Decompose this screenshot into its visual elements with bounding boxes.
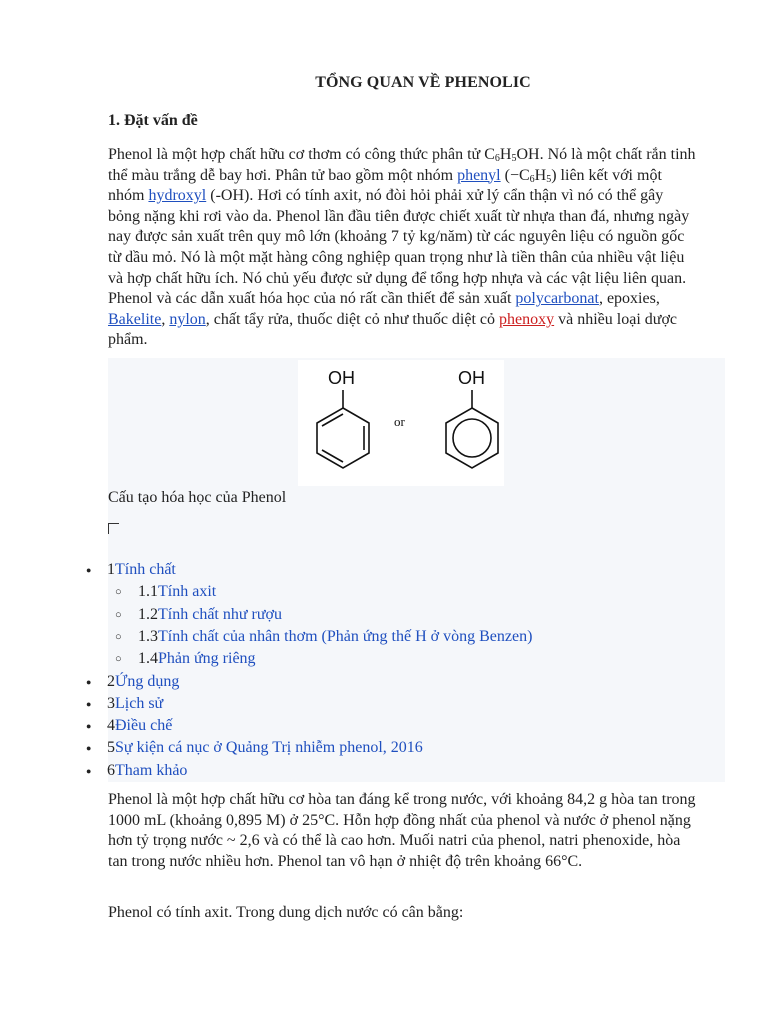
text-run: H bbox=[534, 166, 547, 184]
benzene-ring-kekule bbox=[317, 408, 369, 468]
aromatic-circle bbox=[453, 419, 491, 457]
phenol-structure-drawing bbox=[298, 360, 504, 486]
link-nylon[interactable]: nylon bbox=[169, 310, 206, 328]
text-run: H bbox=[499, 146, 512, 163]
disc-bullet-icon: ● bbox=[86, 698, 92, 709]
toc-number: 1 bbox=[107, 561, 115, 578]
solubility-paragraph: Phenol là một hợp chất hữu cơ hòa tan đáng kể trong nước, với khoảng 84,2 g hòa tan trong 1000 mL (khoảng 0,895 M) ở 25°C. Hỗn hợp đồng nhất của phenol và nước ở phenol nặng hơn tỷ trọng nước ~ 2,6 và có thể là cao hơn. Muối natri của phenol, natri phenoxide, hòa tan trong nước nhiều hơn. Phenol tan vô hạn ở nhiệt độ trên khoảng 66°C. bbox=[108, 791, 696, 870]
circle-bullet-icon: ○ bbox=[115, 608, 122, 621]
link-phenoxy[interactable]: phenoxy bbox=[499, 310, 555, 328]
phenol-structure-figure bbox=[298, 360, 504, 486]
toc-link[interactable]: Ứng dụng bbox=[115, 672, 180, 690]
disc-bullet-icon: ● bbox=[86, 743, 92, 754]
link-phenyl[interactable]: phenyl bbox=[457, 166, 501, 184]
disc-bullet-icon: ● bbox=[86, 676, 92, 687]
text-run: và nhiều loại dược phẩm. bbox=[108, 310, 677, 349]
toc-number: 3 bbox=[107, 694, 115, 712]
section-heading: 1. Đặt vấn đề bbox=[108, 112, 198, 129]
toc-number: 5 bbox=[107, 739, 115, 757]
text-run: , bbox=[161, 310, 170, 328]
oh-label-right: OH bbox=[458, 368, 485, 388]
disc-bullet-icon: ● bbox=[86, 765, 92, 776]
text-run: , epoxies, bbox=[598, 290, 660, 308]
oh-label-left: OH bbox=[328, 368, 355, 388]
double-bond bbox=[322, 414, 343, 426]
toc-link[interactable]: Tính axit bbox=[158, 583, 217, 601]
or-label: or bbox=[394, 414, 405, 429]
text-run: , chất tẩy rửa, thuốc diệt cỏ như thuốc diệt cỏ bbox=[205, 310, 500, 328]
circle-bullet-icon: ○ bbox=[115, 586, 122, 599]
toc-number: 6 bbox=[107, 761, 115, 779]
toc-link[interactable]: Điều chế bbox=[115, 717, 173, 735]
circle-bullet-icon: ○ bbox=[115, 653, 122, 666]
text-run: (-OH). Hơi có tính axit, nó đòi hỏi phải xử lý cẩn thận vì nó có thể gây bỏng nặng khi rơi vào da. Phenol lần đầu tiên được chiết xuất từ nhựa than đá, nhưng ngày nay được sản xuất trên quy mô lớn (khoảng 7 tỷ kg/năm) từ các nguyên liệu có nguồn gốc từ dầu mỏ. Nó là một mặt hàng công nghiệp quan trọng như là tiền thân của nhiều vật liệu và hợp chất hữu ích. Nó chủ yếu được sử dụng để tổng hợp nhựa và các vật liệu liên quan. Phenol và các dẫn xuất hóa học của nó rất cần thiết để sản xuất bbox=[108, 187, 690, 308]
link-bakelite[interactable]: Bakelite bbox=[108, 310, 162, 328]
text-run: (−C bbox=[500, 166, 530, 184]
toc-link[interactable]: Lịch sử bbox=[115, 694, 164, 712]
toc-number: 4 bbox=[107, 717, 115, 735]
document-title: TỔNG QUAN VỀ PHENOLIC bbox=[315, 74, 531, 91]
checkbox-icon bbox=[108, 523, 119, 534]
subscript: 6 bbox=[529, 173, 535, 185]
toc-link[interactable]: Sự kiện cá nục ở Quảng Trị nhiễm phenol, 2016 bbox=[115, 739, 423, 757]
acidity-paragraph: Phenol có tính axit. Trong dung dịch nước có cân bằng: bbox=[108, 904, 464, 921]
toc-link[interactable]: Tham khảo bbox=[115, 761, 188, 779]
toc-number: 1.1 bbox=[138, 583, 158, 601]
link-hydroxyl[interactable]: hydroxyl bbox=[148, 187, 207, 205]
toc-link[interactable]: Phản ứng riêng bbox=[158, 650, 256, 668]
toc-link[interactable]: Tính chất như rượu bbox=[158, 605, 282, 623]
toc-number: 1.3 bbox=[138, 627, 158, 645]
subscript: 6 bbox=[494, 153, 500, 164]
toc-number: 1.4 bbox=[138, 650, 158, 668]
text-run: Phenol là một hợp chất hữu cơ thơm có công thức phân tử C bbox=[108, 146, 495, 163]
disc-bullet-icon: ● bbox=[86, 565, 92, 575]
figure-caption: Cấu tạo hóa học của Phenol bbox=[108, 489, 287, 506]
intro-paragraph bbox=[108, 145, 698, 351]
circle-bullet-icon: ○ bbox=[115, 630, 122, 643]
disc-bullet-icon: ● bbox=[86, 721, 92, 732]
toc-link[interactable]: Tính chất bbox=[115, 561, 176, 578]
text-run: OH. Nó là một chất rắn tinh thể màu trắng dễ bay hơi. Phân tử bao gồm một nhóm bbox=[108, 146, 696, 184]
toc-number: 1.2 bbox=[138, 605, 158, 623]
toc-number: 2 bbox=[107, 672, 115, 690]
link-polycarbonat[interactable]: polycarbonat bbox=[515, 290, 599, 308]
toc-link[interactable]: Tính chất của nhân thơm (Phản ứng thế H ở vòng Benzen) bbox=[158, 627, 533, 645]
text-run: ) liên kết với một nhóm bbox=[108, 166, 662, 205]
double-bond bbox=[322, 450, 343, 462]
subscript: 5 bbox=[511, 153, 517, 164]
subscript: 5 bbox=[546, 173, 552, 185]
